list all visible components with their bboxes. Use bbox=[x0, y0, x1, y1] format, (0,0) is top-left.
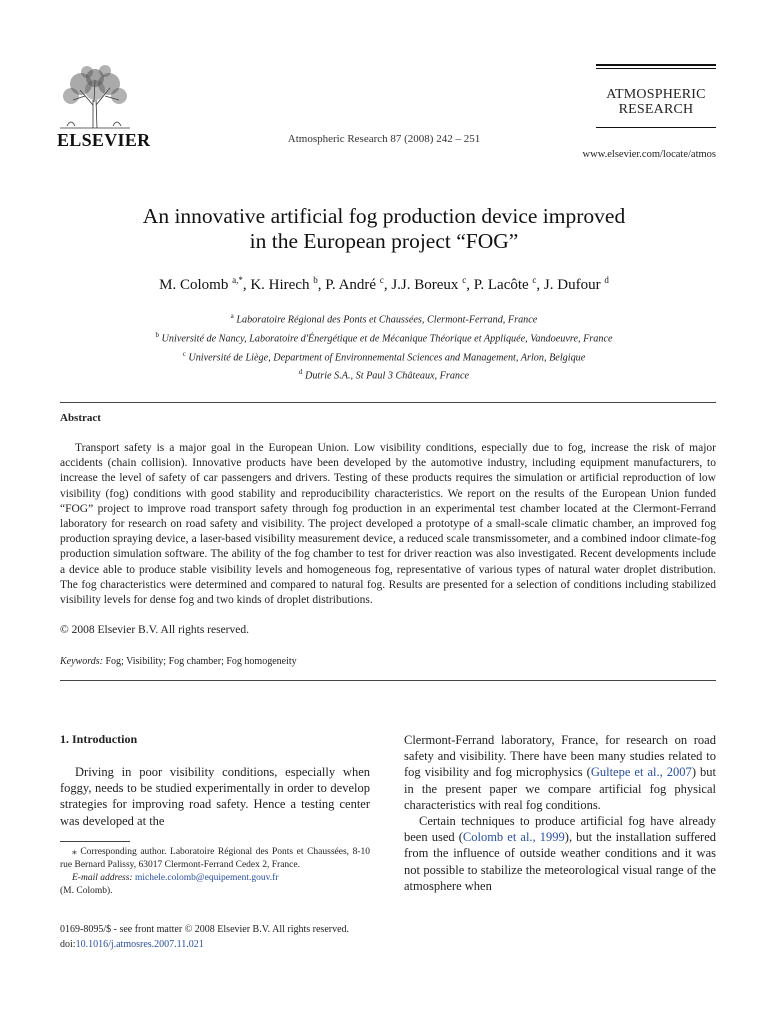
abstract-body: Transport safety is a major goal in the European Union. Low visibility conditions, especially due to fog, increase the risk of major accidents (chain collision). Innovative products have been developed by the automotive industry, including equipment manufacturers, to increase the level of safety of car passengers and drivers. Testing of these products requires the simulation or artificial reproduction of low visibility (fog) conditions with good stability and reproducibility characteristics. We report on the results of the European Union funded “FOG” project to improve road transport safety through fog production in an experimental test chamber located at the Clermont-Ferrand laboratory for research on road safety and visibility. The project developed a prototype of a small-scale climatic chamber, an improved fog production spraying device, a laser-based visibility measurement device, a reduced scale transmissometer, and a combined indoor climate-fog production simulation software. The ability of the fog chamber to test for driver reaction was also investigated. Recent developments include a device able to produce stable visibility levels and homogeneous fog, representative of various types of natural water droplet distribution. The fog characteristics were determined and compared to natural fog. Results are presented for a selection of conditions including stabilized visibility levels for dense fog and two kinds of droplet distributions. bbox=[60, 442, 716, 607]
author bbox=[391, 277, 466, 293]
section-heading-introduction: 1. Introduction bbox=[60, 732, 138, 746]
email-owner: (M. Colomb). bbox=[60, 886, 113, 896]
doi-line bbox=[60, 938, 349, 953]
journal-url-link[interactable]: www.elsevier.com/locate/atmos bbox=[582, 149, 716, 160]
intro-paragraph-right-2 bbox=[404, 813, 716, 894]
intro-paragraph-right-1 bbox=[404, 732, 716, 813]
author-affiliation-mark: b bbox=[313, 275, 318, 285]
author-affiliation-mark: c bbox=[462, 275, 467, 285]
doi-link[interactable]: 10.1016/j.atmosres.2007.11.021 bbox=[75, 938, 204, 950]
affiliation-mark: a bbox=[230, 312, 234, 320]
intro-right-column bbox=[404, 732, 716, 894]
author bbox=[474, 277, 537, 293]
text-segment: Clermont-Ferrand laboratory, France, for research on road safety and visibility. There have been many studies related to fog visibility and fog microphysics ( bbox=[404, 733, 716, 780]
abstract-heading: Abstract bbox=[60, 412, 101, 424]
author-name: P. André bbox=[325, 277, 377, 293]
author-list: M. Colomb $^{a,*}$, K. Hirech $^b$, P. André $^c$, J.J. Boreux $^c$, P. Lacôte $^c$, J. Dufour $^d$ bbox=[159, 275, 609, 293]
footnote-star: ⁎ bbox=[72, 847, 77, 857]
intro-paragraph-left: Driving in poor visibility conditions, especially when foggy, needs to be studied experimentally in order to develop strategies for improving road safety. Hence a testing center was developed at the bbox=[60, 765, 370, 828]
front-matter bbox=[60, 923, 349, 952]
email-label: E-mail address: bbox=[72, 873, 133, 883]
author-name: J.J. Boreux bbox=[391, 277, 459, 293]
affiliation-text: Université de Liège, Department of Environnemental Sciences and Management, Arlon, Belgique bbox=[188, 351, 586, 363]
title-line-2: in the European project “FOG” bbox=[249, 229, 519, 253]
affiliation bbox=[40, 365, 728, 384]
citation-link-colomb[interactable]: Colomb et al., 1999 bbox=[462, 830, 565, 845]
author bbox=[325, 277, 384, 293]
text-segment: ), but the installation suffered from the influence of outside weather conditions and it was not possible to stabilize the meteorological visual range of the atmosphere when bbox=[404, 830, 717, 893]
author bbox=[544, 277, 609, 293]
journal-name-line1: ATMOSPHERIC bbox=[606, 87, 706, 102]
affiliation-text: Laboratoire Régional des Ponts et Chaussées, Clermont-Ferrand, France bbox=[236, 314, 538, 326]
author-affiliation-mark: c bbox=[532, 275, 537, 285]
citation-link-gultepe[interactable]: Gultepe et al., 2007 bbox=[590, 765, 692, 780]
affiliation-mark: d bbox=[298, 368, 303, 377]
doi-label: doi: bbox=[60, 938, 76, 950]
footnote-divider bbox=[60, 841, 130, 842]
footnote-corresponding bbox=[60, 846, 370, 872]
author-affiliation-mark: c bbox=[379, 275, 384, 285]
author-name: M. Colomb bbox=[159, 277, 229, 293]
divider bbox=[60, 402, 716, 403]
elsevier-tree-logo-icon bbox=[55, 60, 135, 130]
text-segment: ) but in the present paper we compare artificial fog physical characteristics with real fog conditions. bbox=[404, 765, 716, 812]
journal-citation: Atmospheric Research 87 (2008) 242 – 251 bbox=[287, 133, 481, 145]
keywords bbox=[60, 656, 297, 667]
affiliation bbox=[40, 328, 728, 347]
affiliation bbox=[40, 309, 728, 328]
journal-name-line2: RESEARCH bbox=[618, 102, 694, 117]
footnote-email bbox=[60, 872, 370, 885]
footnote bbox=[60, 846, 370, 898]
author-name: P. Lacôte bbox=[473, 277, 529, 293]
footnote-corresponding-text: Corresponding author. Laboratoire Régional des Ponts et Chaussées, 8-10 rue Bernard Palissy, 63017 Clermont-Ferrand Cedex 2, France. bbox=[60, 847, 370, 870]
text-segment: Certain techniques to produce artificial fog have already been used ( bbox=[404, 814, 716, 845]
author-affiliation-mark: a,* bbox=[232, 275, 243, 285]
author-name: J. Dufour bbox=[543, 277, 601, 293]
email-link[interactable]: michele.colomb@equipement.gouv.fr bbox=[134, 873, 279, 883]
affiliation bbox=[40, 347, 728, 366]
affiliation-mark: b bbox=[155, 330, 159, 339]
journal-name bbox=[596, 87, 716, 117]
author bbox=[250, 277, 317, 293]
affiliation-mark: c bbox=[182, 349, 186, 358]
article-title bbox=[60, 204, 708, 254]
author-affiliation-mark: d bbox=[604, 275, 609, 285]
journal-masthead bbox=[596, 64, 716, 128]
affiliation-text: Université de Nancy, Laboratoire d'Énergétique et de Mécanique Théorique et Appliquée, Vandoeuvre, France bbox=[161, 333, 613, 345]
author-name: K. Hirech bbox=[250, 277, 310, 293]
author bbox=[159, 277, 243, 293]
divider bbox=[60, 680, 716, 681]
keywords-label: Keywords: bbox=[60, 656, 103, 667]
title-line-1: An innovative artificial fog production device improved bbox=[142, 204, 626, 228]
abstract-copyright: © 2008 Elsevier B.V. All rights reserved. bbox=[60, 624, 249, 636]
issn-line: 0169-8095/$ - see front matter © 2008 Elsevier B.V. All rights reserved. bbox=[60, 924, 350, 935]
publisher-name: ELSEVIER bbox=[57, 130, 151, 150]
keywords-text: Fog; Visibility; Fog chamber; Fog homogeneity bbox=[105, 656, 297, 667]
affiliation-list bbox=[40, 309, 728, 384]
affiliation-text: Dutrie S.A., St Paul 3 Châteaux, France bbox=[304, 370, 470, 382]
